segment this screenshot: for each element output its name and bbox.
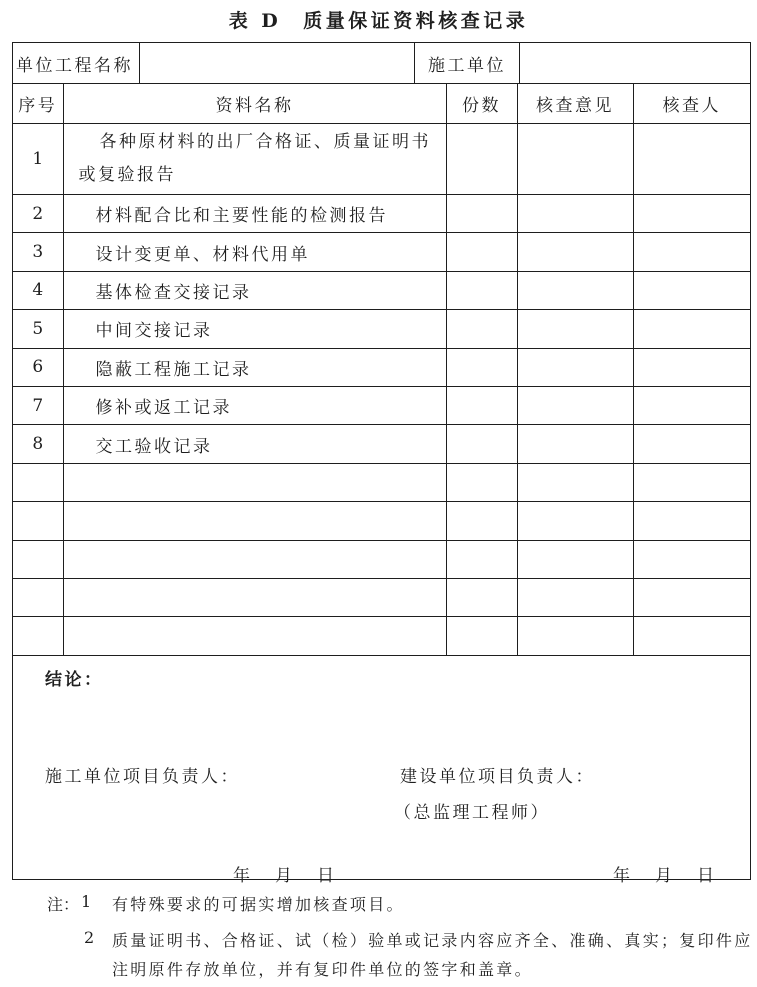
blank-cell	[517, 540, 633, 578]
item-row	[13, 386, 750, 424]
item-name-line: 各种原材料的出厂合格证、质量证明书	[99, 132, 431, 152]
owner-date: 年 月 日	[613, 865, 718, 886]
copies-cell	[446, 310, 517, 348]
item-name: 基体检查交接记录	[63, 271, 446, 309]
blank-cell	[446, 578, 517, 616]
opinion-cell	[517, 310, 633, 348]
copies-cell	[446, 271, 517, 309]
blank-cell	[446, 540, 517, 578]
reviewer-cell	[633, 425, 750, 463]
note-text: 注明原件存放单位，并有复印件单位的签字和盖章。	[112, 960, 533, 979]
opinion-cell	[517, 386, 633, 424]
item-name: 交工验收记录	[63, 425, 446, 463]
note-number: 2	[84, 928, 95, 947]
blank-cell	[63, 540, 446, 578]
item-name: 中间交接记录	[63, 310, 446, 348]
contractor-value-cell	[520, 43, 750, 83]
reviewer-cell	[633, 124, 750, 195]
item-name: 隐蔽工程施工记录	[63, 348, 446, 386]
blank-cell	[517, 578, 633, 616]
notes-prefix: 注：	[47, 895, 80, 914]
blank-row	[13, 463, 750, 501]
opinion-cell	[517, 124, 633, 195]
opinion-cell	[517, 425, 633, 463]
note-text: 有特殊要求的可据实增加核查项目。	[112, 895, 405, 914]
item-number: 2	[13, 195, 63, 233]
item-row	[13, 124, 750, 195]
document-title	[0, 5, 757, 33]
blank-cell	[63, 578, 446, 616]
reviewer-cell	[633, 310, 750, 348]
reviewer-cell	[633, 348, 750, 386]
blank-cell	[63, 463, 446, 501]
reviewer-cell	[633, 233, 750, 271]
title-text: 质量保证资料核查记录	[303, 9, 529, 32]
copies-cell	[446, 124, 517, 195]
blank-cell	[13, 502, 63, 540]
project-name-value-cell	[140, 43, 415, 83]
item-name: 修补或返工记录	[63, 386, 446, 424]
blank-cell	[633, 617, 750, 655]
blank-row	[13, 617, 750, 655]
blank-cell	[13, 463, 63, 501]
item-number: 5	[13, 310, 63, 348]
records-header	[13, 84, 750, 124]
owner-signer-label: 建设单位项目负责人：	[400, 766, 595, 787]
records-table	[13, 84, 750, 655]
table-id: 表 D	[228, 9, 282, 32]
blank-cell	[446, 617, 517, 655]
records-body	[13, 124, 750, 655]
blank-cell	[63, 617, 446, 655]
opinion-cell	[517, 271, 633, 309]
blank-cell	[517, 617, 633, 655]
header-row	[13, 84, 750, 124]
copies-cell	[446, 348, 517, 386]
blank-cell	[13, 578, 63, 616]
blank-cell	[446, 502, 517, 540]
copies-cell	[446, 386, 517, 424]
item-row	[13, 233, 750, 271]
conclusion-section	[13, 655, 750, 886]
note-number: 1	[81, 892, 92, 911]
column-header-reviewer: 核查人	[633, 84, 750, 124]
review-form	[12, 42, 751, 886]
column-header-copies: 份数	[446, 84, 517, 124]
blank-cell	[63, 502, 446, 540]
item-name-line: 或复验报告	[78, 165, 176, 185]
item-name	[63, 124, 446, 195]
column-header-opinion: 核查意见	[517, 84, 633, 124]
opinion-cell	[517, 233, 633, 271]
item-number: 1	[13, 124, 63, 195]
item-row	[13, 310, 750, 348]
project-name-label: 单位工程名称	[13, 43, 140, 83]
copies-cell	[446, 425, 517, 463]
column-header-number: 序号	[13, 84, 63, 124]
blank-row	[13, 578, 750, 616]
contractor-signer-label: 施工单位项目负责人：	[45, 766, 240, 787]
blank-cell	[633, 463, 750, 501]
blank-cell	[517, 463, 633, 501]
copies-cell	[446, 195, 517, 233]
reviewer-cell	[633, 271, 750, 309]
item-number: 7	[13, 386, 63, 424]
note-text: 质量证明书、合格证、试（检）验单或记录内容应齐全、准确、真实；复印件应	[112, 931, 753, 950]
blank-cell	[13, 540, 63, 578]
contractor-label: 施工单位	[415, 43, 520, 83]
reviewer-cell	[633, 386, 750, 424]
blank-row	[13, 502, 750, 540]
contractor-date: 年 月 日	[233, 865, 338, 886]
info-row	[13, 43, 750, 84]
item-number: 4	[13, 271, 63, 309]
item-number: 6	[13, 348, 63, 386]
item-row	[13, 271, 750, 309]
item-row	[13, 195, 750, 233]
item-row	[13, 425, 750, 463]
item-number: 3	[13, 233, 63, 271]
blank-cell	[446, 463, 517, 501]
owner-signer-role: （总监理工程师）	[394, 802, 550, 823]
blank-cell	[633, 540, 750, 578]
copies-cell	[446, 233, 517, 271]
item-name: 材料配合比和主要性能的检测报告	[63, 195, 446, 233]
item-name: 设计变更单、材料代用单	[63, 233, 446, 271]
column-header-name: 资料名称	[63, 84, 446, 124]
blank-cell	[633, 578, 750, 616]
blank-cell	[517, 502, 633, 540]
opinion-cell	[517, 195, 633, 233]
conclusion-label: 结论：	[45, 669, 104, 690]
blank-row	[13, 540, 750, 578]
reviewer-cell	[633, 195, 750, 233]
blank-cell	[633, 502, 750, 540]
blank-cell	[13, 617, 63, 655]
opinion-cell	[517, 348, 633, 386]
item-number: 8	[13, 425, 63, 463]
item-row	[13, 348, 750, 386]
